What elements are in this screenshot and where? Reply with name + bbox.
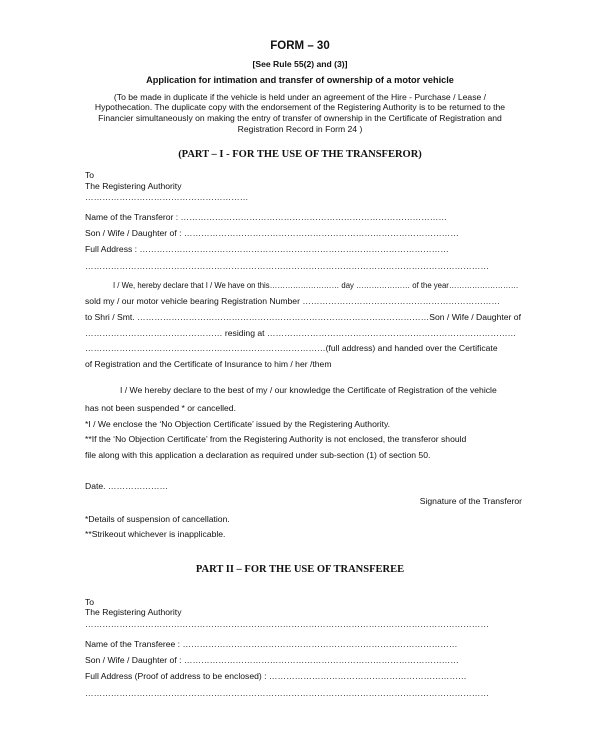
declaration-line-3: to Shri / Smt. …………………………………………………………………………………………Son / Wife / Daughter of	[85, 312, 521, 322]
footnote-suspension: *Details of suspension of cancellation.	[85, 514, 230, 524]
part2-authority-dots: ……………………………………………………………………………………………………………………………	[85, 619, 489, 629]
noc-not-enclosed-line-2: file along with this application a declaration as required under sub-section (1) of section 50.	[85, 450, 431, 460]
declaration-line-2: sold my / our motor vehicle bearing Registration Number ……………………………………………………………	[85, 296, 500, 306]
declaration2-line-1: I / We hereby declare to the best of my / our knowledge the Certificate of Registration of the vehicle	[120, 385, 497, 395]
noc-not-enclosed-line-1: **If the ‘No Objection Certificate’ from the Registering Authority is not enclosed, the transferor should	[85, 434, 467, 444]
footnote-strikeout: **Strikeout whichever is inapplicable.	[85, 529, 226, 539]
part2-heading: PART II – FOR THE USE OF TRANSFEREE	[195, 564, 405, 575]
transferee-address-field: Full Address (Proof of address to be enclosed) : ……………………………………………………………	[85, 671, 467, 681]
declaration2-line-2: has not been suspended * or cancelled.	[85, 403, 236, 413]
transferor-name-field: Name of the Transferor : …………………………………………………………………………………	[85, 212, 447, 222]
part1-heading: (PART – I - FOR THE USE OF THE TRANSFEROR)	[178, 149, 422, 160]
note-line-3: Financier simultaneously on making the entry of transfer of ownership in the Certificate of Registration and	[98, 113, 502, 123]
part1-authority: The Registering Authority	[85, 181, 182, 191]
declaration-line-5: …………………………………………………………………………(full address) and handed over the Certificate	[85, 343, 498, 353]
noc-enclosed-line: *I / We enclose the ‘No Objection Certificate’ issued by the Registering Authority.	[85, 419, 391, 429]
date-field: Date. …………………	[85, 481, 169, 491]
transferor-address-field: Full Address : ………………………………………………………………………………………………	[85, 244, 449, 254]
transferor-signature-label: Signature of the Transferor	[419, 496, 522, 506]
part1-authority-dots: …………………………………………………	[85, 192, 249, 202]
part2-authority: The Registering Authority	[85, 607, 182, 617]
part1-to-label: To	[85, 170, 95, 180]
transferor-parent-field: Son / Wife / Daughter of : ……………………………………………………………………………………	[85, 228, 459, 238]
transferee-address-dots: ……………………………………………………………………………………………………………………………	[85, 688, 489, 698]
transferee-parent-field: Son / Wife / Daughter of : ……………………………………………………………………………………	[85, 655, 459, 665]
form-subject: Application for intimation and transfer of ownership of a motor vehicle	[146, 75, 454, 85]
declaration-line-6: of Registration and the Certificate of Insurance to him / her /them	[85, 359, 332, 369]
declaration-line-4: ………………………………………… residing at ……………………………………………………………………………	[85, 328, 517, 338]
note-line-1: (To be made in duplicate if the vehicle is held under an agreement of the Hire - Purchase / Lease /	[113, 92, 487, 102]
declaration-line-1: I / We, hereby declare that I / We have on this……………………… day ………………… of the year………………………	[113, 280, 519, 290]
form-title: FORM – 30	[270, 40, 330, 52]
note-line-4: Registration Record in Form 24 )	[237, 124, 363, 134]
transferee-name-field: Name of the Transferee : ……………………………………………………………………………………	[85, 639, 458, 649]
transferor-address-dots: ……………………………………………………………………………………………………………………………	[85, 261, 489, 271]
note-line-2: Hypothecation. The duplicate copy with the endorsement of the Registering Authority is to be returned to the	[94, 102, 506, 112]
part2-to-label: To	[85, 597, 95, 607]
rule-reference: [See Rule 55(2) and (3)]	[252, 59, 348, 69]
